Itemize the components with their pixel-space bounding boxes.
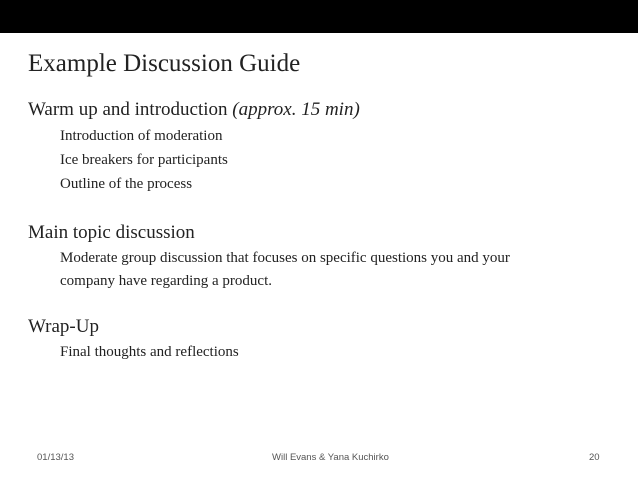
section-heading-main-topic: Main topic discussion [28, 222, 195, 243]
section-heading-warm-up [28, 98, 360, 122]
top-bar [0, 0, 638, 33]
list-item-introduction: Introduction of moderation [60, 128, 223, 144]
list-item-moderate-discussion: Moderate group discussion that focuses on specific questions you and your company have regarding a product. [60, 250, 510, 289]
footer-date: 01/13/13 [37, 452, 74, 463]
section-heading-warm-up-text: Warm up and introduction [28, 99, 228, 120]
section-heading-wrap-up: Wrap-Up [28, 316, 99, 337]
list-item-outline: Outline of the process [60, 176, 193, 192]
footer-page-number: 20 [589, 452, 600, 463]
slide-title: Example Discussion Guide [28, 50, 301, 77]
list-item-final-thoughts: Final thoughts and reflections [60, 344, 239, 360]
list-item-ice-breakers: Ice breakers for participants [60, 152, 228, 168]
footer-authors: Will Evans & Yana Kuchirko [272, 452, 389, 463]
section-duration-note: (approx. 15 min) [232, 99, 360, 120]
